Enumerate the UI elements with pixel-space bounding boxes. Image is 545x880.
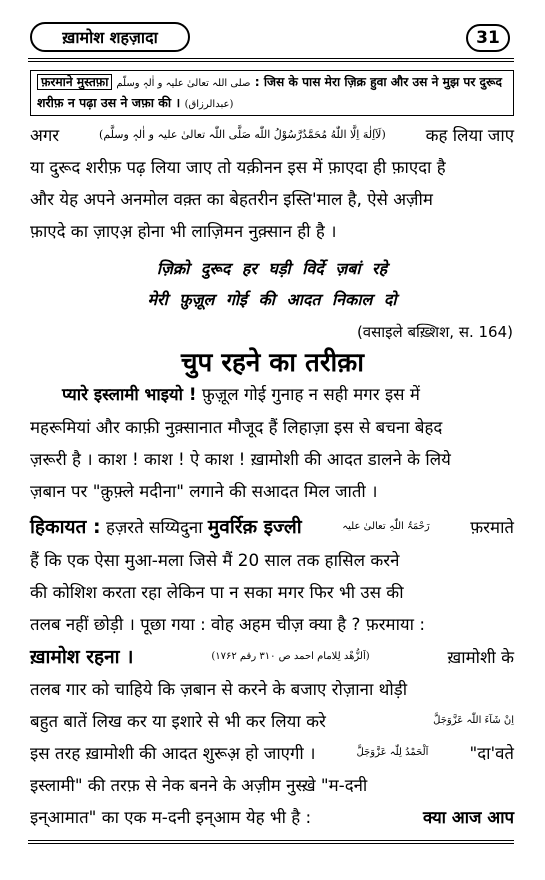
text-segment: महरूमियां और काफ़ी नुक़्सानात मौजूद हैं लिहाज़ा इस से बचना बेहद — [30, 417, 443, 437]
poem-source: (वसाइले बख़्शिश, स. 164) — [356, 323, 513, 341]
poem-text: ज़िक्रो दुरूद हर घड़ी विर्दे ज़बां रहे — [156, 259, 388, 278]
text-segment: इस तरह ख़ामोशी की आदत शुरूअ़ हो जाएगी । — [30, 743, 316, 763]
text-segment: ख़ामोशी के — [447, 647, 514, 667]
text-segment: तलब गार को चाहिये कि ज़बान से करने के बजाए रोज़ाना थोड़ी — [30, 679, 408, 699]
text-line — [30, 156, 514, 178]
bold-address: प्यारे इस्लामी भाइयो ! — [62, 384, 197, 404]
text-segment: हज़रते सय्यिदुना — [105, 517, 203, 537]
text-segment: फ़ाएदे का ज़ाएअ़ होना भी लाज़िमन नुक़्सान ही है । — [30, 221, 337, 241]
text-segment: की कोशिश करता रहा लेकिन पा न सका मगर फिर भी उस की — [30, 582, 404, 602]
text-segment: ज़रूरी है । काश ! काश ! ऐ काश ! ख़ामोशी की आदत डालने के लिये — [30, 449, 451, 469]
arabic-alhamdulillah: اَلْحَمْدُ لِلّٰہ عَزَّوَجَلَّ — [356, 747, 429, 758]
farman-text-1: : जिस के पास मेरा ज़िक्र हुवा और उस ने मुझ पर दुरूद — [254, 75, 502, 89]
text-segment: इस्लामी" की तरफ़ से नेक बनने के अज़ीम नुस्ख़े "म-दनी — [30, 775, 368, 795]
text-segment: और येह अपने अनमोल वक़्त का बेहतरीन इस्ति'माल है, ऐसे अज़ीम — [30, 189, 433, 209]
text-line — [30, 124, 514, 146]
text-line — [30, 742, 514, 764]
bold-label: हिकायत : — [30, 516, 101, 538]
text-line — [30, 549, 514, 571]
page-number: 31 — [466, 24, 510, 52]
text-line — [30, 416, 514, 438]
text-line — [30, 581, 514, 603]
arabic-inshallah: اِنْ شَآءَ اللّٰہ عَزَّوَجَلَّ — [433, 715, 514, 726]
poem-text: मेरी फ़ुज़ूल गोई की आदत निकाल दो — [147, 290, 397, 309]
text-line — [30, 480, 514, 502]
text-line — [30, 516, 514, 538]
farman-line-1 — [37, 73, 507, 93]
poem-line-2 — [30, 289, 514, 311]
text-line — [30, 448, 514, 470]
text-line — [30, 220, 514, 242]
farman-line-2 — [37, 93, 507, 114]
text-line — [30, 678, 514, 700]
farman-title: फ़रमाने मुस्तफ़ा — [37, 74, 112, 90]
book-title: ख़ामोश शहज़ादा — [30, 22, 190, 52]
bold-phrase: क्या आज आप — [422, 807, 514, 827]
text-segment: तलब नहीं छोड़ी । पूछा गया : वोह अहम चीज़ क्या है ? फ़रमाया : — [30, 614, 425, 634]
farman-salutation: صلی اللہ تعالیٰ علیہ و اٰلہٖ وسلّم — [116, 78, 251, 89]
text-segment: "दा'वते — [469, 743, 514, 763]
text-line — [30, 613, 514, 635]
arabic-reference: (اَلزُّهْد لِلامام احمد ص ۳۱۰ رقم ۱۷۶۲) — [211, 651, 370, 662]
arabic-kalima: (لَآاِلٰهَ اِلَّا اللّٰهُ مُحَمَّدٌرَّسُوْلُ اللّٰه صَلَّی اللّٰہ تعالیٰ علیہ و اٰلہٖ وسلَّم) — [99, 128, 386, 141]
text-segment: या दुरूद शरीफ़ पढ़ लिया जाए तो यक़ीनन इस में फ़ाएदा ही फ़ाएदा है — [30, 157, 446, 177]
text-line — [30, 774, 514, 796]
header-rule — [28, 58, 514, 62]
text-line — [30, 646, 514, 668]
section-heading: चुप रहने का तरीक़ा — [181, 348, 364, 378]
text-segment: फ़ुज़ूल गोई गुनाह न सही मगर इस में — [201, 384, 420, 404]
farman-text-2: शरीफ़ न पढ़ा उस ने जफ़ा की । — [37, 95, 181, 110]
bold-phrase: ख़ामोश रहना । — [30, 646, 134, 668]
text-segment: कह लिया जाए — [425, 125, 514, 145]
bold-name: मुवर्रिक़ इज्ली — [207, 516, 302, 538]
text-line — [30, 188, 514, 210]
text-segment: अगर — [30, 125, 60, 145]
footer-rule — [28, 840, 514, 844]
text-line — [30, 710, 514, 732]
poem-line-1 — [30, 258, 514, 280]
text-segment: हैं कि एक ऐसा मुआ-मला जिसे मैं 20 साल तक हासिल करने — [30, 550, 400, 570]
text-segment: फ़रमाते — [470, 517, 514, 537]
text-line — [30, 806, 514, 828]
text-segment: बहुत बातें लिख कर या इशारे से भी कर लिया करे — [30, 711, 326, 731]
farman-box — [30, 70, 514, 116]
farman-reference: (عبدالرزاق) — [184, 99, 234, 110]
text-line — [30, 383, 514, 405]
arabic-dua: رَحْمَۃُ اللّٰہِ تعالیٰ علیہ — [342, 521, 430, 532]
text-segment: ज़बान पर "क़ुफ़्ले मदीना" लगाने की सआदत मिल जाती । — [30, 481, 378, 501]
text-segment: इन्आमात" का एक म-दनी इन्आम येह भी है : — [30, 807, 312, 827]
